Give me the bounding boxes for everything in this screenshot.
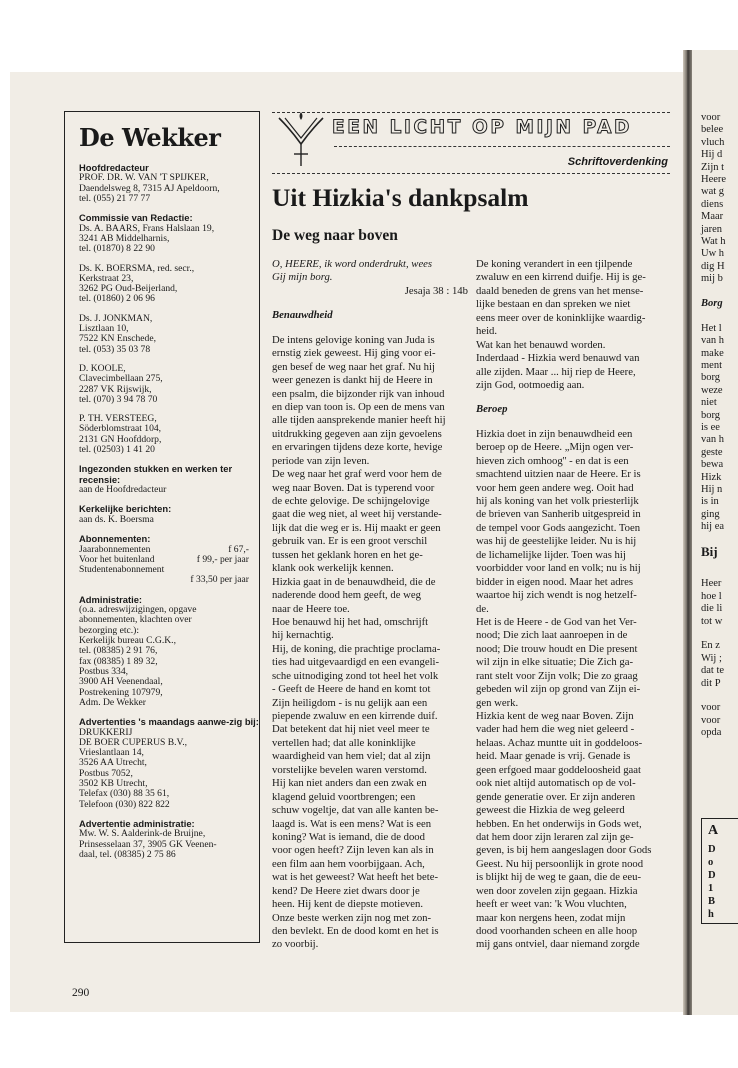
abonnementen-rows (79, 545, 259, 586)
text-line: gaat die weg niet, al weet hij verstande- (272, 508, 442, 521)
text-line: geven, is bij hem aangeslagen door Gods (476, 844, 652, 857)
next-page-fragment: jaren (701, 223, 722, 235)
next-page-fragment: voor (701, 702, 721, 714)
rubric-label: Schriftoverdenking (567, 156, 668, 168)
masthead-line: abonnementen, klachten over (79, 614, 192, 626)
text-line: heen. Hij kent de diepste motieven. (272, 898, 424, 911)
next-page-box-fragment: D (708, 844, 716, 855)
text-line: ties had uitgevaardigd en een evangeli- (272, 656, 440, 669)
book-gutter (683, 50, 692, 1015)
next-page-fragment: is ee (701, 422, 720, 433)
column-banner-title: EEN LICHT OP MIJN PAD (332, 117, 632, 138)
next-page-fragment: dit P (701, 677, 721, 689)
text-line: daald beneden de grens van het mense- (476, 284, 644, 297)
text-line: gende generatie over. Er zijn anderen (476, 790, 636, 803)
text-line: nood; Die trouw houdt en Die present (476, 642, 638, 655)
article-column-right (476, 258, 672, 952)
masthead-line: Telefoon (030) 822 822 (79, 798, 170, 810)
text-line: bidder in eigen nood. Maar het adres (476, 575, 633, 588)
masthead-line: (o.a. adreswijzigingen, opgave (79, 604, 197, 616)
masthead-line: 2131 GN Hoofddorp, (79, 433, 162, 445)
text-line: voorbidder voor land en volk; nu is hij (476, 562, 641, 575)
text-line: rant stelt voor Zijn volk; Die zo graag (476, 669, 638, 682)
text-line: gen werk. (476, 696, 519, 709)
text-line: weer genezen is dankt hij de Heere in (272, 374, 433, 387)
next-page-fragment: hij ea (701, 521, 725, 533)
text-line: De intens gelovige koning van Juda is (272, 333, 435, 346)
text-line: vader had hem die weg niet geleerd - (476, 723, 635, 736)
masthead-line: tel. (02503) 1 41 20 (79, 444, 155, 456)
next-page-fragment: van h (701, 434, 725, 446)
masthead-block-heading: Kerkelijke berichten: (79, 503, 172, 515)
masthead-block (79, 213, 259, 254)
text-line: wat is het geweest? Wat heeft het bete- (272, 871, 439, 884)
next-page-fragment: belee (701, 124, 724, 136)
next-page-box-fragment: A (708, 823, 719, 838)
text-line: wil zijn in elke situatie; Die Zich ga- (476, 656, 633, 669)
masthead-line: tel. (01860) 2 06 96 (79, 293, 155, 305)
text-line: voor ogen heeft? Zijn leven kan als in (272, 844, 434, 857)
next-page-fragment: Bij (701, 544, 718, 559)
next-page-box-fragment: B (708, 896, 716, 907)
masthead-line: Ds. A. BAARS, Frans Halslaan 19, (79, 222, 215, 234)
lamp-logo-icon (277, 110, 327, 170)
next-page-fragment: Zijn t (701, 161, 725, 173)
masthead-line: Daendelsweg 8, 7315 AJ Apeldoorn, (79, 182, 220, 194)
masthead-line: daal, tel. (08385) 2 75 86 (79, 848, 176, 860)
next-page-fragment: Wij ; (701, 652, 722, 664)
masthead-block (79, 717, 259, 810)
next-page-fragment: make (701, 347, 724, 359)
next-page-fragment: Wat h (701, 236, 726, 247)
article-column-left (272, 258, 468, 952)
next-page-fragment: dig H (701, 260, 725, 272)
masthead-block (79, 163, 259, 204)
masthead-line: 3262 PG Oud-Beijerland, (79, 283, 178, 295)
next-page-fragment: opda (701, 727, 722, 739)
text-line: een psalm, die bijzonder rijk van inhoud (272, 387, 445, 400)
abonnement-label: Studentenabonnement (79, 564, 165, 576)
banner-rule-top (272, 112, 670, 113)
text-line: Inderdaad - Hizkia werd benauwd van (476, 352, 640, 365)
next-page-fragment: niet (701, 397, 717, 409)
masthead-line: 7522 KN Enschede, (79, 333, 156, 345)
text-line: dood voorhanden scheen en alle hoop (476, 925, 638, 937)
text-line: Jesaja 38 : 14b (404, 284, 468, 297)
text-line: wen door zovelen zijn gegaan. Hizkia (476, 884, 638, 897)
text-line: heid. (476, 325, 498, 338)
paragraph-gap (272, 323, 468, 334)
abonnement-price: f 99,- per jaar (196, 553, 249, 565)
masthead-line: 3241 AB Middelharnis, (79, 233, 170, 244)
text-line: beroep op de Heere. „Mijn ogen ver- (476, 441, 634, 454)
text-line: De weg naar het graf werd voor hem de (272, 468, 442, 481)
masthead-line: Postrekening 107979, (79, 686, 163, 698)
masthead-line: 2287 VK Rijswijk, (79, 383, 152, 395)
text-line: weg naar Boven. Dat is typerend voor (272, 481, 435, 494)
section-heading: Beroep (476, 403, 508, 416)
masthead-line: tel. (08385) 2 91 76, (79, 645, 158, 657)
text-line: sche uitnodiging zond tot heel het volk (272, 669, 439, 682)
text-line: gen besef de weg naar het graf. Nu hij (272, 360, 435, 373)
next-page-fragment: borg (701, 409, 721, 421)
masthead-line: Clavecimbellaan 275, (79, 373, 163, 385)
text-line: hij kernachtig. (272, 629, 334, 642)
next-page-fragment: voor (701, 714, 721, 726)
text-line: laagd is. Wat is een mens? Wat is een (272, 817, 432, 830)
masthead-line: 3900 AH Veenendaal, (79, 676, 163, 688)
masthead-block (79, 595, 259, 708)
page-number: 290 (72, 987, 90, 999)
abonnement-label: Voor het buitenland (79, 553, 155, 565)
masthead-block-heading: Advertenties 's maandags aanwe-zig bij: (79, 716, 259, 728)
masthead-block-heading: Ingezonden stukken en werken ter recensie: (79, 463, 233, 485)
masthead-line: 3526 AA Utrecht, (79, 757, 147, 769)
masthead-line: P. TH. VERSTEEG, (79, 413, 157, 425)
masthead-block (79, 364, 259, 405)
text-line: Hizkia doet in zijn benauwdheid een (476, 427, 633, 440)
next-page-box (701, 818, 738, 924)
text-line: den bevlekt. En de dood komt en het is (272, 925, 439, 937)
text-line: heeft er weet van: 'k Wou vluchten, (476, 898, 627, 911)
masthead-line: Vrieslantlaan 14, (79, 747, 144, 759)
masthead-line: aan ds. K. Boersma (79, 513, 154, 525)
article-title: Uit Hizkia's dankpsalm (272, 183, 529, 212)
next-page-box-fragment: D (708, 870, 716, 881)
next-page-fragment: tot w (701, 615, 723, 627)
next-page-box-fragment: 1 (708, 883, 714, 894)
masthead-line: Ds. K. BOERSMA, red. secr., (79, 262, 195, 274)
next-page-fragment: Uw h (701, 248, 725, 260)
next-page-fragment: ging (701, 508, 720, 520)
text-line: maar kon nergens heen, zodat mijn (476, 911, 626, 924)
paragraph-gap (476, 417, 672, 428)
text-line: vertellen had; dat alle koninklijke (272, 736, 416, 749)
abonnementen-block (79, 534, 259, 586)
text-line: Geest. Nu hij persoonlijk in grote nood (476, 857, 644, 870)
masthead-line: aan de Hoofdredacteur (79, 484, 167, 496)
masthead-line: tel. (055) 21 77 77 (79, 193, 151, 204)
next-page-fragment: Hizk (701, 471, 722, 483)
masthead-block (79, 264, 259, 305)
text-line: zo voorbij. (272, 938, 319, 951)
text-line: hieven zich omhoog'' - en dat is een (476, 454, 629, 467)
next-page-fragment: En z (701, 640, 720, 652)
next-page-fragment: is in (701, 496, 719, 508)
masthead-line: tel. (053) 35 03 78 (79, 343, 151, 355)
text-line: Het is de Heere - de God van het Ver- (476, 615, 637, 628)
masthead-line: Kerkelijk bureau C.G.K., (79, 635, 176, 647)
next-page-fragment: hoe l (701, 590, 722, 602)
text-line: schuw vogeltje, dat van alle kanten be- (272, 804, 439, 817)
next-page-edge (692, 50, 738, 1015)
text-line: naderende dood hem geeft, de weg (272, 589, 421, 602)
next-page-fragment: vluch (701, 136, 725, 148)
masthead-block (79, 314, 259, 355)
text-line: Hij kan niet anders dan een zwak en (272, 777, 427, 790)
text-line: en ervaringen tijdens deze korte, hevige (272, 441, 443, 454)
text-line: waartoe hij zich wendt is nog hetzelf- (476, 589, 637, 602)
masthead-line: tel. (070) 3 94 78 70 (79, 393, 158, 405)
text-line: nood; Die zich laat aanroepen in de (476, 629, 628, 642)
text-line: alle zijden. Maar ... hij riep de Heere, (476, 365, 636, 378)
masthead-block (79, 504, 259, 525)
text-line: naar de Heere toe. (272, 602, 350, 615)
masthead-line: DRUKKERIJ (79, 726, 133, 738)
masthead-block-heading: Advertentie administratie: (79, 817, 195, 829)
masthead-line: Postbus 7052, (79, 767, 133, 779)
text-line: Hij, de koning, die prachtige proclama- (272, 642, 441, 655)
text-line: de lichamelijke lijder. Toen was hij (476, 548, 626, 561)
masthead-block (79, 464, 259, 495)
text-line: eens meer over de koninklijke waardig- (476, 311, 646, 324)
paragraph-gap (272, 298, 468, 309)
next-page-fragment: voor (701, 112, 721, 123)
masthead-line: Adm. De Wekker (79, 696, 146, 708)
next-page-fragment: Borg (701, 298, 723, 309)
masthead-line: 3502 KB Utrecht, (79, 778, 148, 790)
next-page-fragment: dat te (701, 665, 725, 677)
text-line: smachtend uitzien naar de Heere. Er is (476, 468, 641, 481)
text-line: heid. Maar genade is vrij. Genade is (476, 750, 631, 763)
text-line: voor hem geen andere weg. Ooit had (476, 481, 634, 494)
masthead-line: Prinsesselaan 37, 3905 GK Veenen- (79, 838, 217, 850)
next-page-fragment: diens (701, 198, 724, 210)
text-line: en diep van toon is. Op een de mens van (272, 400, 445, 413)
text-line: geweest die Hizkia de weg geleerd (476, 804, 625, 817)
text-line: dat hem door zijn leraren zal zijn ge- (476, 830, 634, 843)
next-page-fragment: Hij n (701, 484, 723, 495)
text-line: vorstelijke bevelen waren verstomd. (272, 763, 427, 776)
text-line: gebruik van. Er is een groot verschil (272, 535, 428, 548)
text-line: lijke bestaan en dan spreken we niet (476, 298, 631, 311)
masthead-block-heading: Administratie: (79, 593, 143, 605)
next-page-fragment: Heere (701, 174, 727, 185)
text-line: zwaluw en een kirrend duifje. Hij is ge- (476, 271, 646, 284)
next-page-fragment: borg (701, 372, 721, 384)
next-page-fragment: ment (701, 360, 722, 371)
text-line: was hij de geestelijke leider. Nu is hij (476, 535, 637, 548)
text-line: Gij mijn borg. (272, 271, 333, 284)
text-line: uitdrukking gegeven aan zijn gevoelens (272, 427, 442, 440)
text-line: Onze beste werken zijn nog met zon- (272, 911, 432, 924)
text-line: koning? Wat is iemand, die de dood (272, 830, 425, 843)
text-line: O, HEERE, ik word onderdrukt, wees (272, 258, 433, 270)
masthead-line: Kerkstraat 23, (79, 272, 134, 284)
next-page-fragment: die li (701, 603, 723, 615)
text-line: Hizkia kent de weg naar Boven. Zijn (476, 710, 634, 722)
abonnementen-heading: Abonnementen: (79, 533, 151, 545)
text-line: waardigheid van hem viel; dat al zijn (272, 750, 431, 763)
masthead-line: Postbus 334, (79, 665, 129, 677)
masthead-line: tel. (01870) 8 22 90 (79, 243, 155, 255)
text-line: klank ook werkelijk kennen. (272, 562, 394, 575)
next-page-fragment: Hij d (701, 149, 723, 161)
text-line: mij gans ontviel, daar niemand zorgde (476, 938, 640, 951)
masthead-block (79, 819, 259, 860)
masthead-blocks (79, 163, 259, 525)
text-line: de tempel voor Gods aangezicht. Toen (476, 521, 641, 534)
text-line: Dat betekent dat hij niet veel meer te (272, 723, 430, 736)
next-page-box-fragment: h (708, 909, 714, 920)
text-line: geen erfgoed maar goddeloosheid gaat (476, 763, 641, 776)
banner-rule-bottom (272, 173, 670, 174)
abonnement-row (79, 575, 249, 585)
masthead-line: Lisztlaan 10, (79, 323, 129, 335)
masthead-block-heading: Hoofdredacteur (79, 162, 149, 173)
next-page-fragment: wat g (701, 186, 725, 198)
text-line: De koning verandert in een tjilpende (476, 258, 633, 270)
banner-rule-mid (334, 146, 670, 147)
next-page-fragment: Het l (701, 322, 722, 334)
text-line: hebben. En het onderwijs in Gods wet, (476, 817, 642, 830)
text-line: piepende zwaluw en een kirrende duif. (272, 710, 438, 722)
text-line: lijk dat die weg er is. Hij maakt er geen (272, 521, 441, 534)
section-heading: Benauwdheid (272, 309, 333, 322)
text-line: helaas. Achaz muntte uit in goddeloos- (476, 736, 643, 749)
masthead-blocks-2 (79, 595, 259, 860)
text-line: de echte gelovige. De schijngelovige (272, 495, 430, 507)
masthead-line: Telefax (030) 88 35 61, (79, 788, 170, 800)
masthead-logo: De Wekker (79, 123, 221, 152)
masthead-block-heading: Commissie van Redactie: (79, 212, 193, 224)
next-page-fragment: Maar (701, 211, 724, 223)
next-page-fragment: van h (701, 335, 725, 347)
text-line: een film aan hem voorbijgaan. Ach, (272, 857, 425, 870)
next-page-fragment: geste (701, 446, 723, 458)
masthead-block (79, 414, 259, 455)
text-line: periode van zijn leven. (272, 454, 370, 467)
text-line: ook niet altijd automatisch op de vol- (476, 777, 636, 790)
text-line: Zijn heiligdom - is nu gelijk aan een (272, 696, 428, 709)
text-line: klagend geluid voortbrengen; een (272, 790, 416, 803)
text-line: Hizkia gaat in de benauwdheid, die de (272, 575, 436, 588)
masthead-line: Ds. J. JONKMAN, (79, 312, 153, 324)
paragraph-gap (476, 392, 672, 403)
text-line: de. (476, 602, 489, 615)
next-page-fragment: Heer (701, 578, 722, 590)
masthead-line: Söderblomstraat 104, (79, 423, 162, 435)
masthead-line: PROF. DR. W. VAN 'T SPIJKER, (79, 172, 209, 184)
text-line: - Geeft de Heere de hand en komt tot (272, 683, 431, 696)
masthead-line: fax (08385) 1 89 32, (79, 655, 158, 667)
text-line: zijn God, ootmoedig aan. (476, 378, 585, 391)
abonnement-price: f 67,- (228, 543, 249, 555)
abonnement-price: f 33,50 per jaar (190, 574, 249, 586)
text-line: is blijkt hij de weg te gaan, die de eeu- (476, 871, 642, 884)
text-line: kend? De Heere ziet dwars door je (272, 884, 420, 897)
next-page-fragment: bewa (701, 459, 724, 471)
text-line: alle tijden aansprekende manier heeft hij (272, 414, 446, 427)
article-subtitle: De weg naar boven (272, 227, 398, 244)
abonnement-label: Jaarabonnementen (79, 543, 151, 555)
masthead-line: DE BOER CUPERUS B.V., (79, 736, 188, 748)
next-page-fragment: mij b (701, 273, 723, 285)
masthead-line: Mw. W. S. Aalderink-de Bruijne, (79, 828, 206, 840)
next-page-fragment: weze (701, 384, 723, 396)
text-line: Wat kan het benauwd worden. (476, 338, 606, 351)
text-line: de brieven van Sanherib uitgespreid in (476, 508, 641, 521)
masthead-box (64, 111, 260, 943)
text-line: gebeden wil zijn op grond van Zijn ei- (476, 683, 641, 696)
text-line: hij als koning van het volk priesterlijk (476, 495, 639, 507)
next-page-box-fragment: o (708, 857, 714, 868)
masthead-line: bezorging etc.): (79, 624, 140, 636)
text-line: ernstig ziek geweest. Hij ging voor ei- (272, 347, 436, 360)
masthead-line: D. KOOLE, (79, 362, 126, 374)
text-line: tussen het geklank horen en het ge- (272, 548, 423, 561)
text-line: Hoe benauwd hij het had, omschrijft (272, 615, 429, 628)
